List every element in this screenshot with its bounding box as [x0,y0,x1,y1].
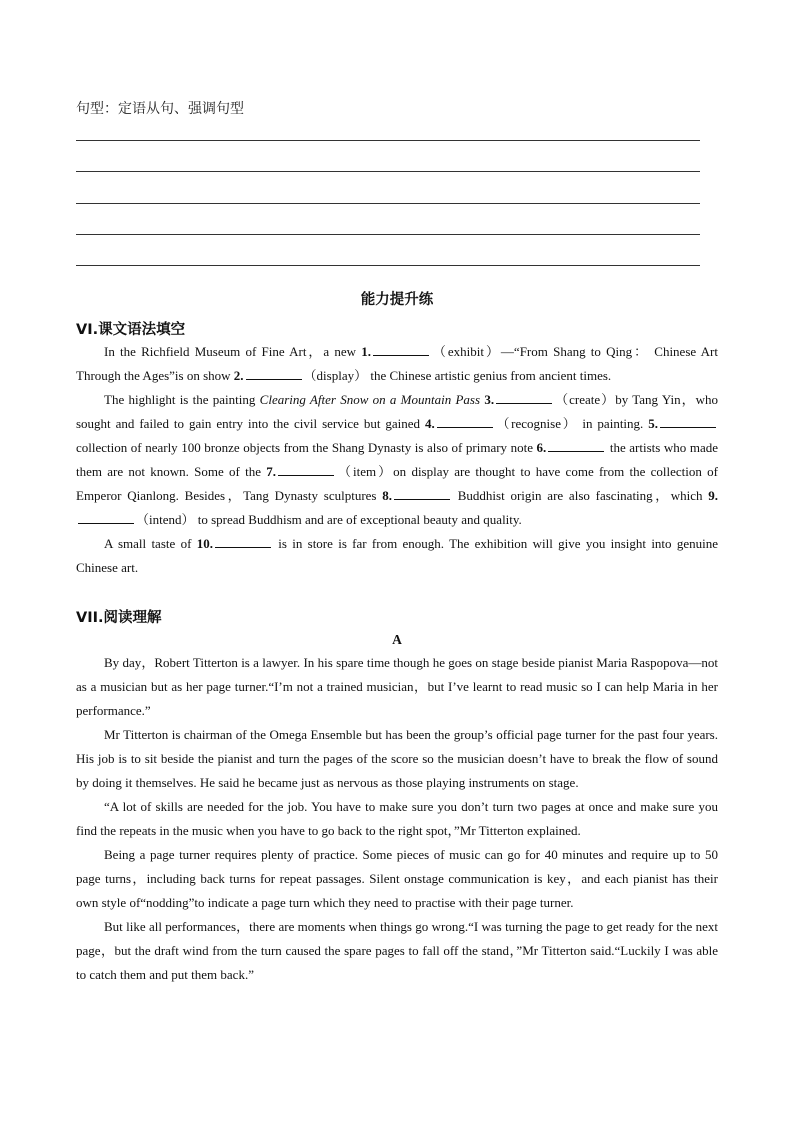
sentence-type-label: 句型：定语从句、强调句型 [76,101,244,117]
blank-5[interactable] [660,415,716,428]
answer-line-5 [76,265,700,266]
passage-label: A [392,632,402,647]
cloze-passage [76,340,718,580]
reading-paragraph-3: “A lot of skills are needed for the job. You have to make sure you don’t turn two pages at once and make sure you find the repeats in the music when you have to go back to the right spot，”Mr Titterton explained. [76,799,718,838]
reading-paragraph-1: By day，Robert Titterton is a lawyer. In his spare time though he goes on stage beside pianist Maria Raspopova—not as a musician but as her page turner.“I’m not a trained musician，but I’ve learnt to read music so I can help Maria in her performance.” [76,655,718,718]
blank-7[interactable] [278,463,334,476]
answer-line-1 [76,140,700,141]
section6-heading: VI.课文语法填空 [76,322,186,338]
blank-2[interactable] [246,367,302,380]
reading-paragraph-5: But like all performances，there are moments when things go wrong.“I was turning the page to get ready for the next page，but the draft wind from the turn caused the spare pages to fall off the stand，”Mr Titterton said.“Luckily I was able to catch them and put them back.” [76,919,718,982]
cloze-paragraph-2: The highlight is the painting Clearing After Snow on a Mountain Pass 3. （create）by Tang Yin，who sought and failed to gain entry into the civil service but gained 4. （recognise） in painting. 5. collection of nearly 100 bronze objects from the Shang Dynasty is also of primary note 6. the artists who made them are not known. Some of the 7. （item）on display are thought to have come from the collection of Emperor Qianlong. Besides，Tang Dynasty sculptures 8. Buddhist origin are also fascinating，which 9.（intend） to spread Buddhism and are of exceptional beauty and quality. [76,392,719,527]
cloze-paragraph-1: In the Richfield Museum of Fine Art，a new 1. （exhibit）—“From Shang to Qing： Chinese Art Through the Ages”is on show 2. （display） the Chinese artistic genius from ancient times. [76,344,718,383]
blank-3[interactable] [496,391,552,404]
reading-paragraph-4: Being a page turner requires plenty of practice. Some pieces of music can go for 40 minutes and require up to 50 page turns，including back turns for repeat passages. Silent onstage communication is key，and each pianist has their own style of“nodding”to indicate a page turn which they need to practise with their page turner. [76,847,718,910]
answer-line-3 [76,203,700,204]
blank-10[interactable] [215,535,271,548]
answer-line-4 [76,234,700,235]
reading-passage [76,651,718,987]
answer-line-2 [76,171,700,172]
section7-heading: VII.阅读理解 [76,610,162,626]
section-title: 能力提升练 [360,292,434,308]
blank-4[interactable] [437,415,493,428]
cloze-paragraph-3: A small taste of 10. is in store is far from enough. The exhibition will give you insight into genuine Chinese art. [76,536,718,575]
reading-paragraph-2: Mr Titterton is chairman of the Omega Ensemble but has been the group’s official page turner for the past four years. His job is to sit beside the pianist and turn the pages of the score so the musician doesn’t have to break the flow of sound by doing it themselves. He said he became just as nervous as those playing instruments on stage. [76,727,718,790]
blank-9[interactable] [78,511,134,524]
blank-8[interactable] [394,487,450,500]
blank-6[interactable] [548,439,604,452]
blank-1[interactable] [373,343,429,356]
